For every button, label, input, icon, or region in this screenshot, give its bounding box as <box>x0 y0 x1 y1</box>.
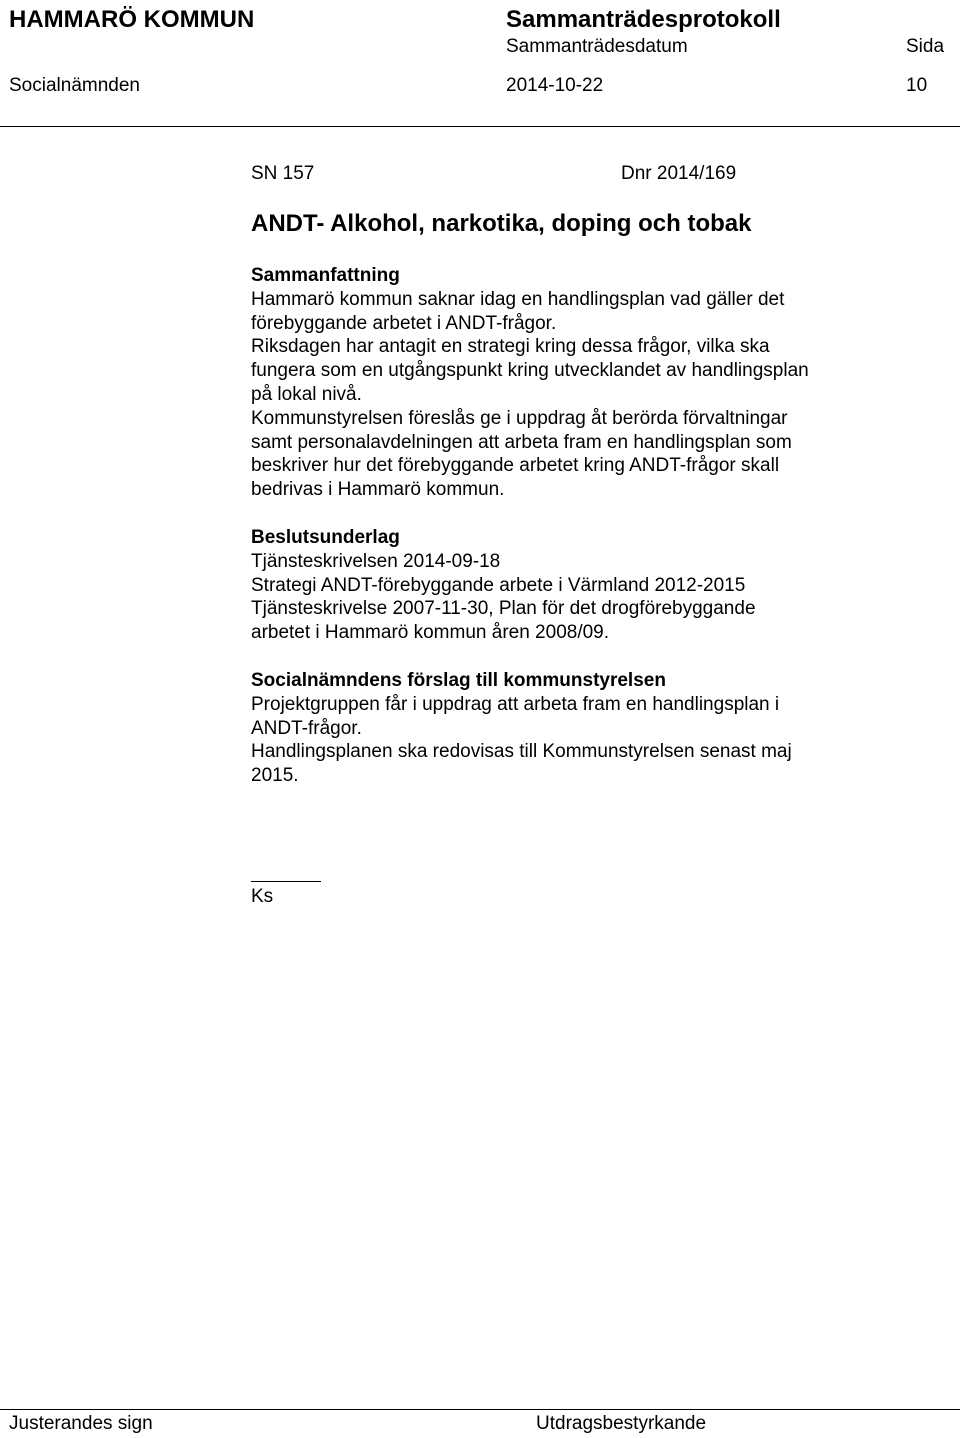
basis-heading: Beslutsunderlag <box>251 526 400 548</box>
summary-line: fungera som en utgångspunkt kring utvecklandet av handlingsplan <box>251 360 809 382</box>
proposal-heading: Socialnämndens förslag till kommunstyrelsen <box>251 669 666 691</box>
meeting-date: 2014-10-22 <box>506 75 604 96</box>
diary-number: Dnr 2014/169 <box>621 163 737 184</box>
summary-line: på lokal nivå. <box>251 383 362 405</box>
basis-line: Strategi ANDT-förebyggande arbete i Värmland 2012-2015 <box>251 574 746 596</box>
proposal-line: Projektgruppen får i uppdrag att arbeta fram en handlingsplan i <box>251 693 780 715</box>
proposal-line: 2015. <box>251 765 299 787</box>
summary-heading: Sammanfattning <box>251 265 400 286</box>
page-label: Sida <box>906 36 945 57</box>
distribution-block <box>251 881 321 908</box>
basis-line: arbetet i Hammarö kommun åren 2008/09. <box>251 622 610 644</box>
distribution-underline <box>251 881 321 882</box>
proposal-line: ANDT-frågor. <box>251 717 362 739</box>
summary-line: samt personalavdelningen att arbeta fram en handlingsplan som <box>251 431 792 453</box>
summary-line: förebyggande arbetet i ANDT-frågor. <box>251 312 557 334</box>
summary-line: Hammarö kommun saknar idag en handlingsplan vad gäller det <box>251 288 785 310</box>
footer-extract-certification: Utdragsbestyrkande <box>536 1413 707 1434</box>
date-label: Sammanträdesdatum <box>506 36 688 57</box>
summary-line: bedrivas i Hammarö kommun. <box>251 479 505 501</box>
distribution-label: Ks <box>251 886 274 907</box>
summary-line: beskriver hur det förebyggande arbetet kring ANDT-frågor skall <box>251 455 780 477</box>
footer-adjusters-sign: Justerandes sign <box>9 1413 153 1434</box>
organization-name: HAMMARÖ KOMMUN <box>9 6 255 33</box>
footer-divider <box>0 1409 960 1410</box>
committee-name: Socialnämnden <box>9 75 140 96</box>
page-number: 10 <box>906 75 928 96</box>
header-divider <box>0 126 960 127</box>
proposal-line: Handlingsplanen ska redovisas till Kommunstyrelsen senast maj <box>251 741 792 763</box>
document-type: Sammanträdesprotokoll <box>506 6 781 33</box>
item-title: ANDT- Alkohol, narkotika, doping och tobak <box>251 210 752 237</box>
item-number: SN 157 <box>251 163 315 184</box>
summary-line: Riksdagen har antagit en strategi kring dessa frågor, vilka ska <box>251 336 770 358</box>
basis-line: Tjänsteskrivelsen 2014-09-18 <box>251 550 501 572</box>
summary-line: Kommunstyrelsen föreslås ge i uppdrag åt berörda förvaltningar <box>251 407 788 429</box>
basis-line: Tjänsteskrivelse 2007-11-30, Plan för det drogförebyggande <box>251 598 756 620</box>
document-body <box>251 210 951 788</box>
